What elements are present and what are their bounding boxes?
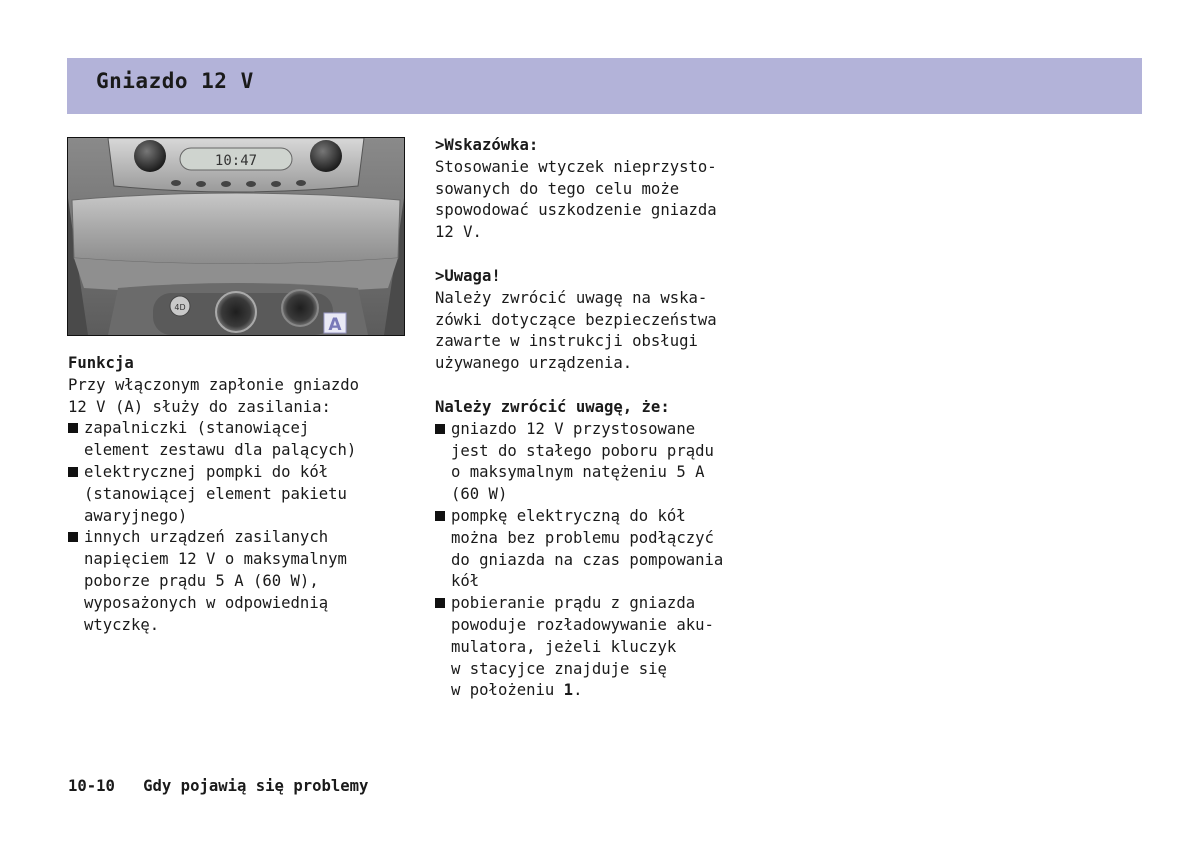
function-intro: Przy włączonym zapłonie gniazdo 12 V (A) służy do zasilania: [68,375,360,416]
bullet-square-icon [435,598,445,608]
list-item: pompkę elektryczną do kół można bez problemu podłączyć do gniazda na czas pompowania kół [435,506,780,593]
attention-heading: Należy zwrócić uwagę, że: [435,397,670,416]
warning-heading: >Uwaga! [435,266,501,285]
function-list [68,418,413,636]
dashboard-photo [67,137,405,336]
left-column [68,353,413,636]
key-position-number: 1 [563,681,574,700]
list-item: gniazdo 12 V przystosowane jest do stałego poboru prądu o maksymalnym natężeniu 5 A (60 W) [435,419,780,506]
svg-text:4D: 4D [174,303,186,312]
warning-text: Należy zwrócić uwagę na wska- zówki dotyczące bezpieczeństwa zawarte w instrukcji obsługi używanego urządzenia. [435,288,717,373]
list-item: pobieranie prądu z gniazda powoduje rozładowywanie aku- mulatora, jeżeli kluczyk w stacyjce znajduje się w położeniu 1. [435,593,780,702]
function-heading: Funkcja [68,354,134,372]
page-title: Gniazdo 12 V [96,69,254,93]
note-heading: >Wskazówka: [435,136,539,154]
radio-display-time: 10:47 [214,153,258,169]
note-text: Stosowanie wtyczek nieprzysto- sowanych do tego celu może spowodować uszkodzenie gniazda 12 V. [435,157,717,242]
list-item: elektrycznej pompki do kół (stanowiącej element pakietu awaryjnego) [68,462,413,527]
attention-list [435,419,780,702]
bullet-square-icon [68,467,78,477]
bullet-square-icon [435,424,445,434]
socket-label-a: A [328,315,342,335]
right-column [435,135,780,702]
page-number: 10-10 [68,777,115,795]
page-footer [68,777,368,795]
list-item: innych urządzeń zasilanych napięciem 12 V o maksymalnym poborze prądu 5 A (60 W), wyposażonych w odpowiednią wtyczkę. [68,527,413,636]
section-title: Gdy pojawią się problemy [143,777,369,795]
header-bar [67,58,1142,114]
bullet-square-icon [435,511,445,521]
bullet-square-icon [68,532,78,542]
bullet-square-icon [68,423,78,433]
list-item: zapalniczki (stanowiącej element zestawu dla palących) [68,418,413,462]
